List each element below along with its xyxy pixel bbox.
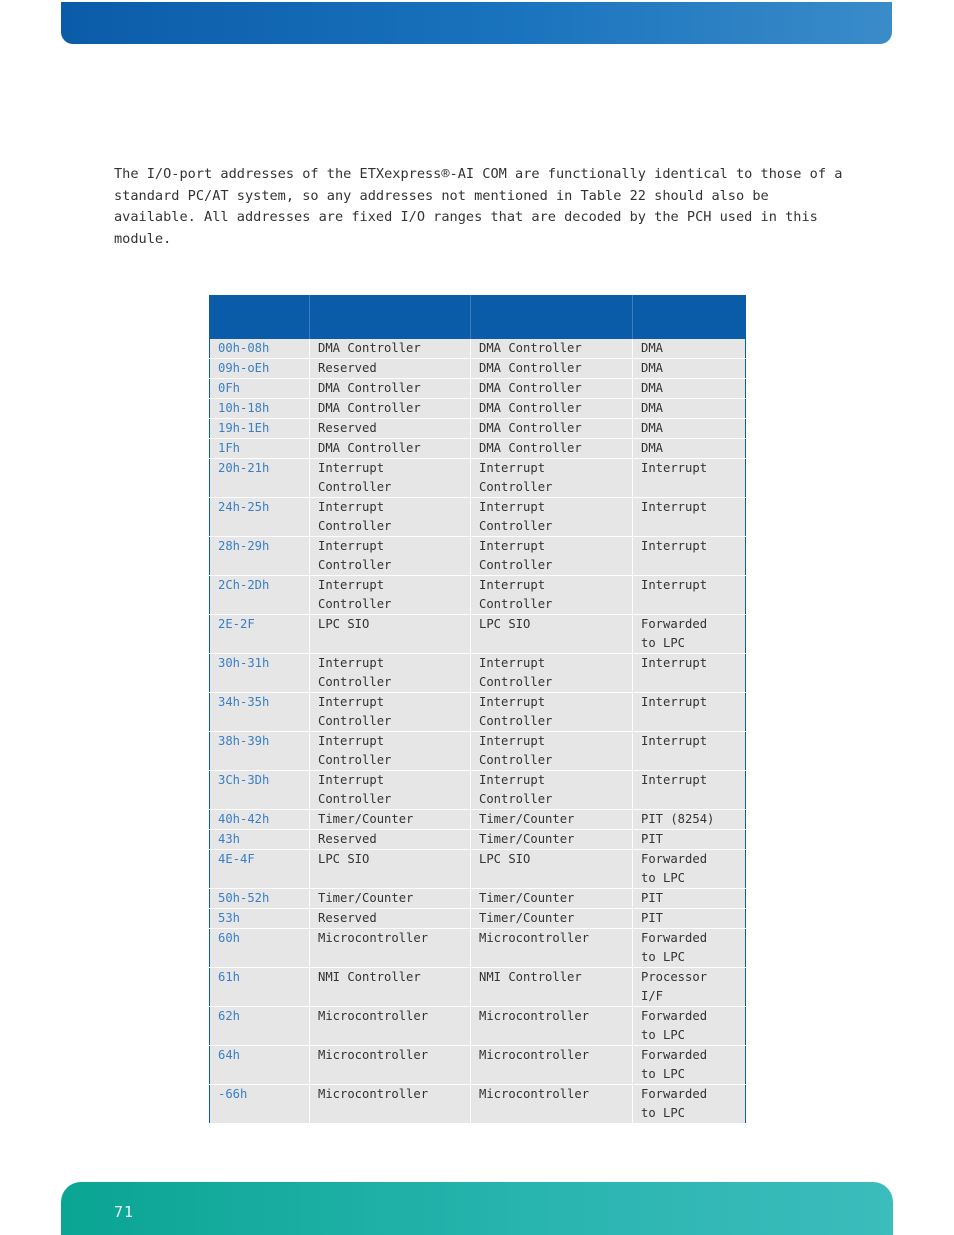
cell-address: 62h (210, 1007, 310, 1046)
cell-type: PIT (633, 830, 746, 850)
cell-target: Interrupt Controller (471, 537, 633, 576)
table-row (210, 968, 746, 1007)
header-cell-target (471, 296, 633, 340)
table-row (210, 339, 746, 359)
cell-target: Timer/Counter (471, 909, 633, 929)
cell-target: NMI Controller (471, 968, 633, 1007)
cell-device: Interrupt Controller (310, 498, 471, 537)
cell-address: 43h (210, 830, 310, 850)
table-row (210, 693, 746, 732)
table-row (210, 830, 746, 850)
table-body (210, 339, 746, 1124)
cell-address: 24h-25h (210, 498, 310, 537)
cell-type: Interrupt (633, 576, 746, 615)
cell-device: DMA Controller (310, 439, 471, 459)
cell-device: Reserved (310, 419, 471, 439)
table-row (210, 850, 746, 889)
cell-type: Interrupt (633, 537, 746, 576)
cell-target: Interrupt Controller (471, 459, 633, 498)
cell-target: DMA Controller (471, 339, 633, 359)
cell-address: 2Ch-2Dh (210, 576, 310, 615)
cell-device: Interrupt Controller (310, 537, 471, 576)
cell-address: 61h (210, 968, 310, 1007)
table-row (210, 419, 746, 439)
table-row (210, 459, 746, 498)
cell-type: Interrupt (633, 459, 746, 498)
cell-type: Forwarded to LPC (633, 1085, 746, 1124)
table-row (210, 810, 746, 830)
cell-type: Interrupt (633, 771, 746, 810)
cell-type: PIT (8254) (633, 810, 746, 830)
table-row (210, 1046, 746, 1085)
cell-device: Microcontroller (310, 1085, 471, 1124)
cell-type: Forwarded to LPC (633, 850, 746, 889)
cell-type: Interrupt (633, 732, 746, 771)
cell-target: Timer/Counter (471, 889, 633, 909)
cell-target: Interrupt Controller (471, 693, 633, 732)
table-row (210, 1085, 746, 1124)
cell-type: Forwarded to LPC (633, 615, 746, 654)
cell-device: Microcontroller (310, 929, 471, 968)
cell-target: DMA Controller (471, 379, 633, 399)
cell-target: DMA Controller (471, 399, 633, 419)
cell-device: NMI Controller (310, 968, 471, 1007)
header-cell-type (633, 296, 746, 340)
cell-target: Interrupt Controller (471, 771, 633, 810)
cell-target: DMA Controller (471, 419, 633, 439)
cell-device: Microcontroller (310, 1046, 471, 1085)
cell-target: Microcontroller (471, 929, 633, 968)
cell-address: 30h-31h (210, 654, 310, 693)
cell-address: 64h (210, 1046, 310, 1085)
io-port-table (209, 295, 746, 1124)
table-row (210, 732, 746, 771)
footer-banner (61, 1182, 893, 1235)
cell-device: Reserved (310, 909, 471, 929)
cell-device: Interrupt Controller (310, 654, 471, 693)
cell-address: -66h (210, 1085, 310, 1124)
table-row (210, 771, 746, 810)
cell-address: 40h-42h (210, 810, 310, 830)
header-cell-address (210, 296, 310, 340)
cell-device: LPC SIO (310, 615, 471, 654)
cell-target: Timer/Counter (471, 810, 633, 830)
table-row (210, 359, 746, 379)
cell-type: Forwarded to LPC (633, 1046, 746, 1085)
cell-type: PIT (633, 909, 746, 929)
cell-address: 09h-oEh (210, 359, 310, 379)
page-number: 71 (114, 1203, 135, 1221)
table-row (210, 498, 746, 537)
cell-type: DMA (633, 359, 746, 379)
table-row (210, 909, 746, 929)
cell-type: PIT (633, 889, 746, 909)
cell-address: 1Fh (210, 439, 310, 459)
table-row (210, 929, 746, 968)
intro-paragraph: The I/O-port addresses of the ETXexpress®-AI COM are functionally identical to those of a standard PC/AT system, so any addresses not mentioned in Table 22 should also be available. All addresses are fixed I/O ranges that are decoded by the PCH used in this module. (114, 166, 843, 247)
cell-target: Interrupt Controller (471, 732, 633, 771)
cell-device: DMA Controller (310, 379, 471, 399)
table-row (210, 615, 746, 654)
cell-device: LPC SIO (310, 850, 471, 889)
cell-target: Timer/Counter (471, 830, 633, 850)
cell-target: Interrupt Controller (471, 576, 633, 615)
cell-type: DMA (633, 439, 746, 459)
cell-address: 20h-21h (210, 459, 310, 498)
cell-device: Timer/Counter (310, 810, 471, 830)
cell-address: 2E-2F (210, 615, 310, 654)
cell-type: Interrupt (633, 693, 746, 732)
table-row (210, 889, 746, 909)
cell-type: Interrupt (633, 654, 746, 693)
cell-type: DMA (633, 399, 746, 419)
cell-device: Interrupt Controller (310, 732, 471, 771)
cell-address: 10h-18h (210, 399, 310, 419)
header-banner (61, 2, 892, 44)
cell-type: Forwarded to LPC (633, 929, 746, 968)
cell-device: Timer/Counter (310, 889, 471, 909)
cell-target: DMA Controller (471, 439, 633, 459)
cell-address: 3Ch-3Dh (210, 771, 310, 810)
cell-address: 4E-4F (210, 850, 310, 889)
cell-device: DMA Controller (310, 399, 471, 419)
cell-type: DMA (633, 339, 746, 359)
cell-address: 28h-29h (210, 537, 310, 576)
cell-type: DMA (633, 419, 746, 439)
cell-address: 0Fh (210, 379, 310, 399)
cell-address: 60h (210, 929, 310, 968)
cell-device: Reserved (310, 830, 471, 850)
cell-address: 53h (210, 909, 310, 929)
table-row (210, 379, 746, 399)
cell-address: 00h-08h (210, 339, 310, 359)
table-header (210, 296, 746, 340)
cell-target: LPC SIO (471, 615, 633, 654)
cell-device: Interrupt Controller (310, 693, 471, 732)
cell-type: Processor I/F (633, 968, 746, 1007)
cell-device: Interrupt Controller (310, 576, 471, 615)
table-row (210, 439, 746, 459)
cell-device: DMA Controller (310, 339, 471, 359)
table-row (210, 576, 746, 615)
cell-target: DMA Controller (471, 359, 633, 379)
cell-device: Interrupt Controller (310, 459, 471, 498)
cell-address: 38h-39h (210, 732, 310, 771)
table-row (210, 399, 746, 419)
cell-device: Microcontroller (310, 1007, 471, 1046)
cell-device: Interrupt Controller (310, 771, 471, 810)
cell-type: Forwarded to LPC (633, 1007, 746, 1046)
table-row (210, 537, 746, 576)
cell-device: Reserved (310, 359, 471, 379)
cell-target: Microcontroller (471, 1007, 633, 1046)
cell-target: Interrupt Controller (471, 498, 633, 537)
cell-target: Microcontroller (471, 1046, 633, 1085)
cell-type: Interrupt (633, 498, 746, 537)
cell-type: DMA (633, 379, 746, 399)
table-row (210, 1007, 746, 1046)
cell-target: LPC SIO (471, 850, 633, 889)
cell-address: 50h-52h (210, 889, 310, 909)
table-header-row (210, 296, 746, 340)
table-row (210, 654, 746, 693)
header-cell-device (310, 296, 471, 340)
cell-target: Interrupt Controller (471, 654, 633, 693)
cell-address: 34h-35h (210, 693, 310, 732)
cell-address: 19h-1Eh (210, 419, 310, 439)
cell-target: Microcontroller (471, 1085, 633, 1124)
